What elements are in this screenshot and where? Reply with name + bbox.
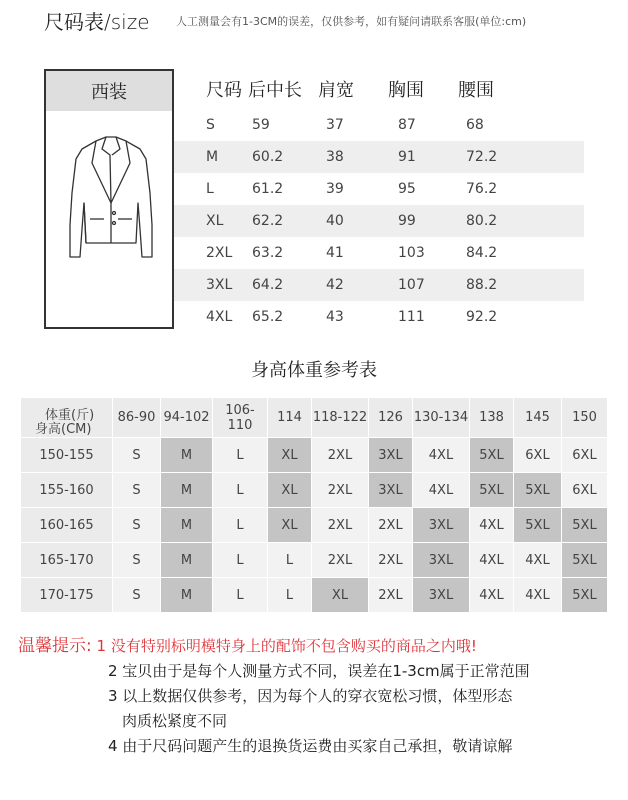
weight-header: 130-134	[413, 398, 470, 438]
size-cell: L	[268, 543, 312, 578]
table-cell: 41	[326, 245, 344, 261]
table-row	[174, 141, 584, 173]
table-row	[174, 205, 584, 237]
height-label: 165-170	[21, 543, 113, 578]
weight-header: 150	[562, 398, 608, 438]
note-item: 2 宝贝由于是每个人测量方式不同，误差在1-3cm属于正常范围	[108, 662, 530, 680]
size-cell: 3XL	[369, 438, 413, 473]
size-cell: 5XL	[562, 508, 608, 543]
table-cell: XL	[206, 213, 224, 229]
measurement-note: 人工测量会有1-3CM的误差，仅供参考，如有疑问请联系客服(单位:cm)	[176, 15, 527, 28]
size-grid	[174, 69, 584, 333]
table-cell: 76.2	[466, 181, 498, 197]
size-cell: 6XL	[562, 438, 608, 473]
size-cell: L	[213, 578, 268, 613]
size-header-row	[174, 69, 584, 109]
table-cell: 99	[398, 213, 416, 229]
size-cell: M	[161, 438, 213, 473]
table-cell: 42	[326, 277, 344, 293]
size-cell: 2XL	[369, 578, 413, 613]
size-cell: 3XL	[369, 473, 413, 508]
table-cell: 4XL	[206, 309, 233, 325]
table-cell: 111	[398, 309, 425, 325]
weight-header: 86-90	[113, 398, 161, 438]
table-cell: 92.2	[466, 309, 498, 325]
size-cell: XL	[312, 578, 369, 613]
garment-panel	[44, 69, 174, 329]
size-cell: 3XL	[413, 508, 470, 543]
size-cell: XL	[268, 508, 312, 543]
table-row	[174, 109, 584, 141]
size-cell: S	[113, 473, 161, 508]
weight-header: 106-110	[213, 398, 268, 438]
size-cell: 5XL	[514, 473, 562, 508]
size-cell: 5XL	[514, 508, 562, 543]
size-cell: 2XL	[312, 473, 369, 508]
size-cell: 4XL	[514, 578, 562, 613]
size-cell: L	[213, 508, 268, 543]
size-cell: 3XL	[413, 578, 470, 613]
table-cell: 39	[326, 181, 344, 197]
weight-header: 138	[470, 398, 514, 438]
table-cell: 91	[398, 149, 416, 165]
table-cell: 80.2	[466, 213, 498, 229]
size-cell: L	[268, 578, 312, 613]
page-title: 尺码表/size	[44, 10, 150, 34]
note-line	[18, 634, 618, 659]
table-cell: M	[206, 149, 219, 165]
table-cell: 43	[326, 309, 344, 325]
size-cell: S	[113, 438, 161, 473]
table-cell: 72.2	[466, 149, 498, 165]
corner-weight-label: 体重(斤)	[45, 408, 95, 423]
table-cell: 87	[398, 117, 416, 133]
table-row	[174, 237, 584, 269]
table-cell: 3XL	[206, 277, 233, 293]
table-cell: 95	[398, 181, 416, 197]
size-cell: 2XL	[312, 543, 369, 578]
size-cell: L	[213, 543, 268, 578]
weight-header: 118-122	[312, 398, 369, 438]
table-cell: 37	[326, 117, 344, 133]
col-header: 胸围	[388, 80, 424, 101]
table-row	[174, 301, 584, 333]
size-cell: S	[113, 543, 161, 578]
note-item: 1 没有特别标明模特身上的配饰不包含购买的商品之内哦!	[96, 637, 477, 655]
corner-cell	[21, 398, 113, 438]
size-cell: 4XL	[413, 473, 470, 508]
note-item: 4 由于尺码问题产生的退换货运费由买家自己承担，敬请谅解	[108, 737, 513, 755]
table-cell: 107	[398, 277, 425, 293]
col-header: 尺码	[206, 80, 242, 101]
table-row	[21, 508, 608, 543]
size-cell: 2XL	[312, 438, 369, 473]
size-cell: 2XL	[369, 543, 413, 578]
size-cell: S	[113, 578, 161, 613]
table-cell: L	[206, 181, 214, 197]
col-header: 肩宽	[318, 80, 354, 101]
table-cell: 60.2	[252, 149, 284, 165]
weight-header-row	[21, 398, 608, 438]
size-cell: 5XL	[562, 578, 608, 613]
table-cell: 65.2	[252, 309, 284, 325]
size-cell: L	[213, 473, 268, 508]
garment-label: 西装	[46, 71, 172, 111]
weight-header: 114	[268, 398, 312, 438]
height-label: 170-175	[21, 578, 113, 613]
size-cell: 5XL	[470, 473, 514, 508]
size-cell: M	[161, 508, 213, 543]
size-cell: S	[113, 508, 161, 543]
table-cell: 2XL	[206, 245, 233, 261]
table-row	[174, 269, 584, 301]
size-cell: 4XL	[514, 543, 562, 578]
corner-height-label: 身高(CM)	[35, 422, 92, 437]
height-label: 155-160	[21, 473, 113, 508]
col-header: 腰围	[458, 80, 494, 101]
table-cell: 88.2	[466, 277, 498, 293]
size-cell: XL	[268, 438, 312, 473]
size-cell: 5XL	[470, 438, 514, 473]
weight-header: 126	[369, 398, 413, 438]
note-item: 3 以上数据仅供参考，因为每个人的穿衣宽松习惯，体型形态	[108, 687, 513, 705]
table-cell: 84.2	[466, 245, 498, 261]
size-cell: 3XL	[413, 543, 470, 578]
size-cell: L	[213, 438, 268, 473]
size-cell: 5XL	[562, 543, 608, 578]
size-cell: XL	[268, 473, 312, 508]
size-cell: 4XL	[413, 438, 470, 473]
table-row	[21, 473, 608, 508]
height-label: 160-165	[21, 508, 113, 543]
table-cell: 62.2	[252, 213, 284, 229]
size-cell: 4XL	[470, 508, 514, 543]
table-cell: 38	[326, 149, 344, 165]
size-cell: 2XL	[369, 508, 413, 543]
table-row	[21, 438, 608, 473]
note-item: 肉质松紧度不同	[122, 712, 228, 730]
notes-section	[18, 634, 618, 759]
table-row	[174, 173, 584, 205]
col-header: 后中长	[248, 80, 302, 101]
size-cell: 6XL	[514, 438, 562, 473]
table-cell: 103	[398, 245, 425, 261]
size-cell: M	[161, 578, 213, 613]
reference-table	[20, 397, 608, 613]
notes-label: 温馨提示:	[18, 636, 92, 656]
table-cell: S	[206, 117, 215, 133]
table-cell: 40	[326, 213, 344, 229]
weight-header: 94-102	[161, 398, 213, 438]
table-row	[21, 543, 608, 578]
reference-table-title: 身高体重参考表	[251, 360, 377, 381]
jacket-illustration-icon	[66, 133, 156, 263]
size-cell: M	[161, 473, 213, 508]
table-cell: 59	[252, 117, 270, 133]
size-cell: 2XL	[312, 508, 369, 543]
weight-header: 145	[514, 398, 562, 438]
size-cell: 6XL	[562, 473, 608, 508]
table-cell: 63.2	[252, 245, 284, 261]
table-cell: 68	[466, 117, 484, 133]
size-cell: M	[161, 543, 213, 578]
table-row	[21, 578, 608, 613]
size-cell: 4XL	[470, 543, 514, 578]
table-cell: 64.2	[252, 277, 284, 293]
size-cell: 4XL	[470, 578, 514, 613]
height-label: 150-155	[21, 438, 113, 473]
table-cell: 61.2	[252, 181, 284, 197]
